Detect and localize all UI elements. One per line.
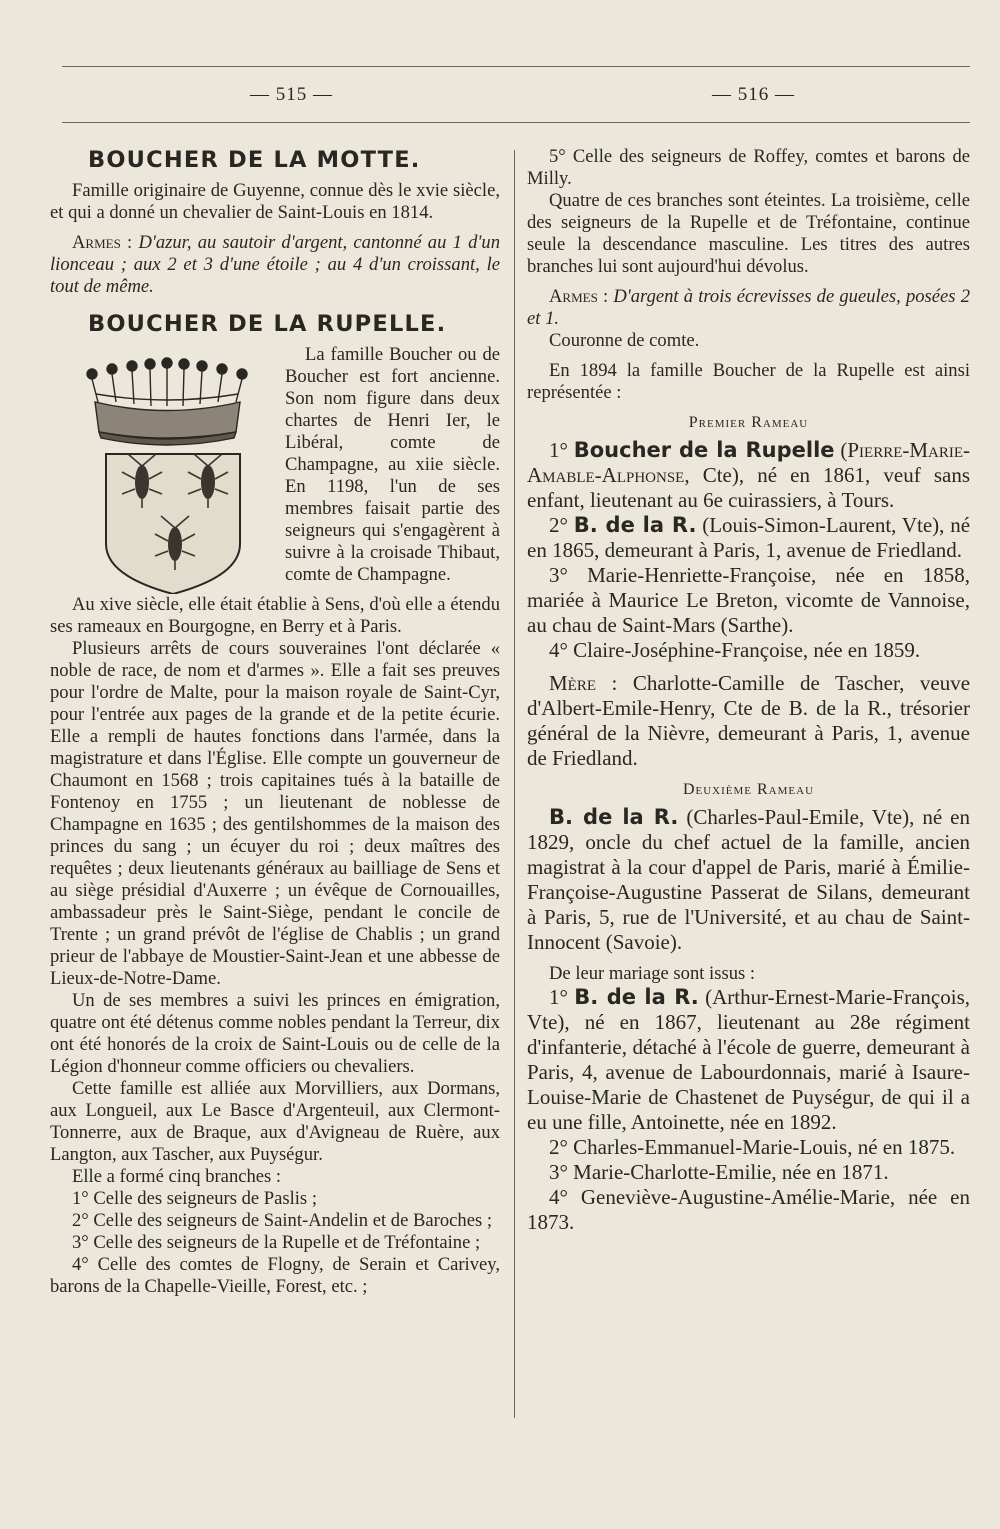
rupelle-intro-paragraph: La famille Boucher ou de Boucher est fort ancienne. Son nom figure dans deux chartes de Henri Ier, le Libéral, comte de Champagne, au xiie siècle. En 1198, l'un de ses membres faisait partie des seigneurs qui s'engagèrent à suivre à la croisade Thibaut, comte de Champagne. bbox=[285, 344, 500, 585]
coat-of-arms-illustration bbox=[50, 344, 285, 594]
member-number: 1° bbox=[549, 438, 568, 462]
left-column bbox=[50, 146, 500, 1298]
page-number-right: — 516 — bbox=[712, 84, 795, 105]
member-number: 2° bbox=[549, 513, 568, 537]
header-rule-top bbox=[62, 66, 970, 67]
member-name: B. de la R. bbox=[573, 513, 697, 537]
member-details: (Arthur-Ernest-Marie-François, Vte), né en 1867, lieutenant au 28e régiment d'infanterie, détaché à l'école de guerre, demeurant à Paris, 4, avenue de Labourdonnais, marié à Isaure-Louise-Marie de Chastenet de Puységur, de qui il a eu une fille, Antoinette, née en 1892. bbox=[527, 985, 971, 1134]
member-details: Cte), né en 1861, veuf sans enfant, lieutenant au 6e cuirassiers, à Tours. bbox=[527, 463, 971, 512]
member-given-names: (Pierre-Marie-Amable-Alphonse, bbox=[527, 438, 971, 487]
representation-line: En 1894 la famille Boucher de la Rupelle est ainsi représentée : bbox=[527, 360, 970, 403]
arms-and-intro bbox=[50, 344, 500, 594]
header-rule-bottom bbox=[62, 122, 970, 123]
member-entry-3: 3° Marie-Henriette-Françoise, née en 1858, mariée à Maurice Le Breton, vicomte de Vannoise, au chau de Saint-Mars (Sarthe). bbox=[527, 563, 970, 637]
history-paragraph-4: Cette famille est alliée aux Morvilliers, aux Dormans, aux Longueil, aux Le Basce d'Argenteuil, aux Clermont-Tonnerre, aux de Braque, aux d'Avigneau de Ruère, aux Langton, aux Tascher, aux Puységur. bbox=[50, 1078, 500, 1165]
history-paragraph-3: Un de ses membres a suivi les princes en émigration, quatre ont été détenus comme nobles pendant la Terreur, dix ont été honorés de la croix de Saint-Louis ou de celle de la Légion d'honneur comme officiers ou chevaliers. bbox=[50, 990, 500, 1077]
rupelle-history bbox=[50, 594, 500, 1298]
rupelle-intro bbox=[285, 344, 500, 594]
branch-item-3: 3° Celle des seigneurs de la Rupelle et de Tréfontaine ; bbox=[72, 1232, 481, 1253]
motte-paragraph: Famille originaire de Guyenne, connue dès le xvie siècle, et qui a donné un chevalier de Saint-Louis en 1814. bbox=[50, 180, 500, 223]
member-entry-2 bbox=[527, 513, 970, 563]
member-number: 1° bbox=[549, 985, 568, 1009]
member-details: (Louis-Simon-Laurent, Vte), né en 1865, demeurant à Paris, 1, avenue de Friedland. bbox=[527, 513, 971, 562]
branches-status-paragraph: Quatre de ces branches sont éteintes. La troisième, celle des seigneurs de la Rupelle et de Tréfontaine, continue seule la descendance masculine. Les titres des autres branches lui sont aujourd'hui dévolus. bbox=[527, 190, 970, 277]
member-name: Boucher de la Rupelle bbox=[573, 438, 835, 462]
right-column bbox=[527, 146, 970, 1235]
rameau-heading-2: Deuxième Rameau bbox=[682, 781, 815, 798]
child-entry-3: 3° Marie-Charlotte-Emilie, née en 1871. bbox=[549, 1160, 889, 1184]
branch-item-2: 2° Celle des seigneurs de Saint-Andelin et de Baroches ; bbox=[72, 1210, 493, 1231]
entry-title-motte: BOUCHER DE LA MOTTE. bbox=[88, 147, 421, 173]
uncle-entry bbox=[527, 805, 970, 955]
motte-armes bbox=[50, 232, 500, 298]
couronne-line: Couronne de comte. bbox=[549, 330, 700, 351]
rupelle-armes bbox=[527, 286, 970, 330]
branch-item-5: 5° Celle des seigneurs de Roffey, comtes et barons de Milly. bbox=[527, 146, 970, 189]
member-entry-4: 4° Claire-Joséphine-Françoise, née en 1859. bbox=[549, 638, 921, 662]
rameau-heading-1: Premier Rameau bbox=[688, 414, 809, 431]
member-details: (Charles-Paul-Emile, Vte), né en 1829, oncle du chef actuel de la famille, ancien magistrat à la cour d'appel de Paris, marié à Émilie-Françoise-Augustine Passerat de Silans, demeurant à Paris, 5, rue de l'Université, et au chau de Saint-Innocent (Savoie). bbox=[527, 805, 970, 954]
shield-icon bbox=[106, 454, 240, 594]
issue-line: De leur mariage sont issus : bbox=[549, 963, 756, 984]
history-paragraph-5: Elle a formé cinq branches : bbox=[72, 1166, 282, 1187]
mother-label: Mère : bbox=[549, 671, 618, 695]
branch-item-1: 1° Celle des seigneurs de Paslis ; bbox=[72, 1188, 317, 1209]
member-entry-1 bbox=[527, 438, 970, 513]
history-paragraph-1: Au xive siècle, elle était établie à Sens, d'où elle a étendu ses rameaux en Bourgogne, en Berry et à Paris. bbox=[50, 594, 500, 637]
coat-of-arms-icon bbox=[50, 344, 285, 594]
armes-label: Armes : bbox=[549, 286, 609, 307]
rameau-2-members bbox=[527, 805, 970, 1235]
history-paragraph-2: Plusieurs arrêts de cours souveraines l'ont déclarée « noble de race, de nom et d'armes ». Elle a fait ses preuves pour l'ordre de Malte, pour la maison royale de Saint-Cyr, pour l'entrée aux pages de la grande et de la petite écurie. Elle a rempli de hautes fonctions dans l'armée, dans la magistrature et dans l'Église. Elle compte un gouverneur de Chaumont en 1568 ; trois capitaines tués à la bataille de Fontenoy en 1755 ; un lieutenant de noblesse de Champagne en 1635 ; des gentilshommes de la maison des princes du sang ; un écuyer du roi ; deux maîtres des requêtes ; deux lieutenants généraux au bailliage de Sens et au siège présidial d'Auxerre ; un évêque de Cornouailles, ambassadeur près le Saint-Siège, pendant le concile de Trente ; un grand prévôt de l'église de Chablis ; un grand prieur de l'abbaye de Moustier-Saint-Jean et une abbesse de Lieux-de-Notre-Dame. bbox=[50, 638, 500, 989]
count-coronet-icon bbox=[87, 358, 247, 445]
armes-description: D'argent à trois écrevisses de gueules, posées 2 et 1. bbox=[527, 286, 970, 329]
mother-entry bbox=[527, 671, 970, 771]
child-entry-4: 4° Geneviève-Augustine-Amélie-Marie, née en 1873. bbox=[527, 1185, 970, 1234]
member-name: B. de la R. bbox=[574, 985, 699, 1009]
armes-label: Armes : bbox=[72, 232, 133, 253]
column-divider bbox=[514, 150, 515, 1418]
mother-details: Charlotte-Camille de Tascher, veuve d'Albert-Emile-Henry, Cte de B. de la R., trésorier général de la Nièvre, demeurant à Paris, 1, avenue de Friedland. bbox=[527, 671, 971, 770]
child-entry-2: 2° Charles-Emmanuel-Marie-Louis, né en 1875. bbox=[549, 1135, 956, 1159]
rameau-1-members bbox=[527, 438, 970, 771]
member-name: B. de la R. bbox=[549, 805, 679, 829]
page-number-left: — 515 — bbox=[250, 84, 333, 105]
branch-item-4: 4° Celle des comtes de Flogny, de Serain et Carivey, barons de la Chapelle-Vieille, Forest, etc. ; bbox=[50, 1254, 500, 1297]
entry-title-rupelle: BOUCHER DE LA RUPELLE. bbox=[88, 311, 447, 337]
child-entry-1 bbox=[527, 985, 970, 1135]
armes-description: D'azur, au sautoir d'argent, cantonné au 1 d'un lionceau ; aux 2 et 3 d'une étoile ; au 4 d'un croissant, le tout de même. bbox=[50, 232, 500, 297]
